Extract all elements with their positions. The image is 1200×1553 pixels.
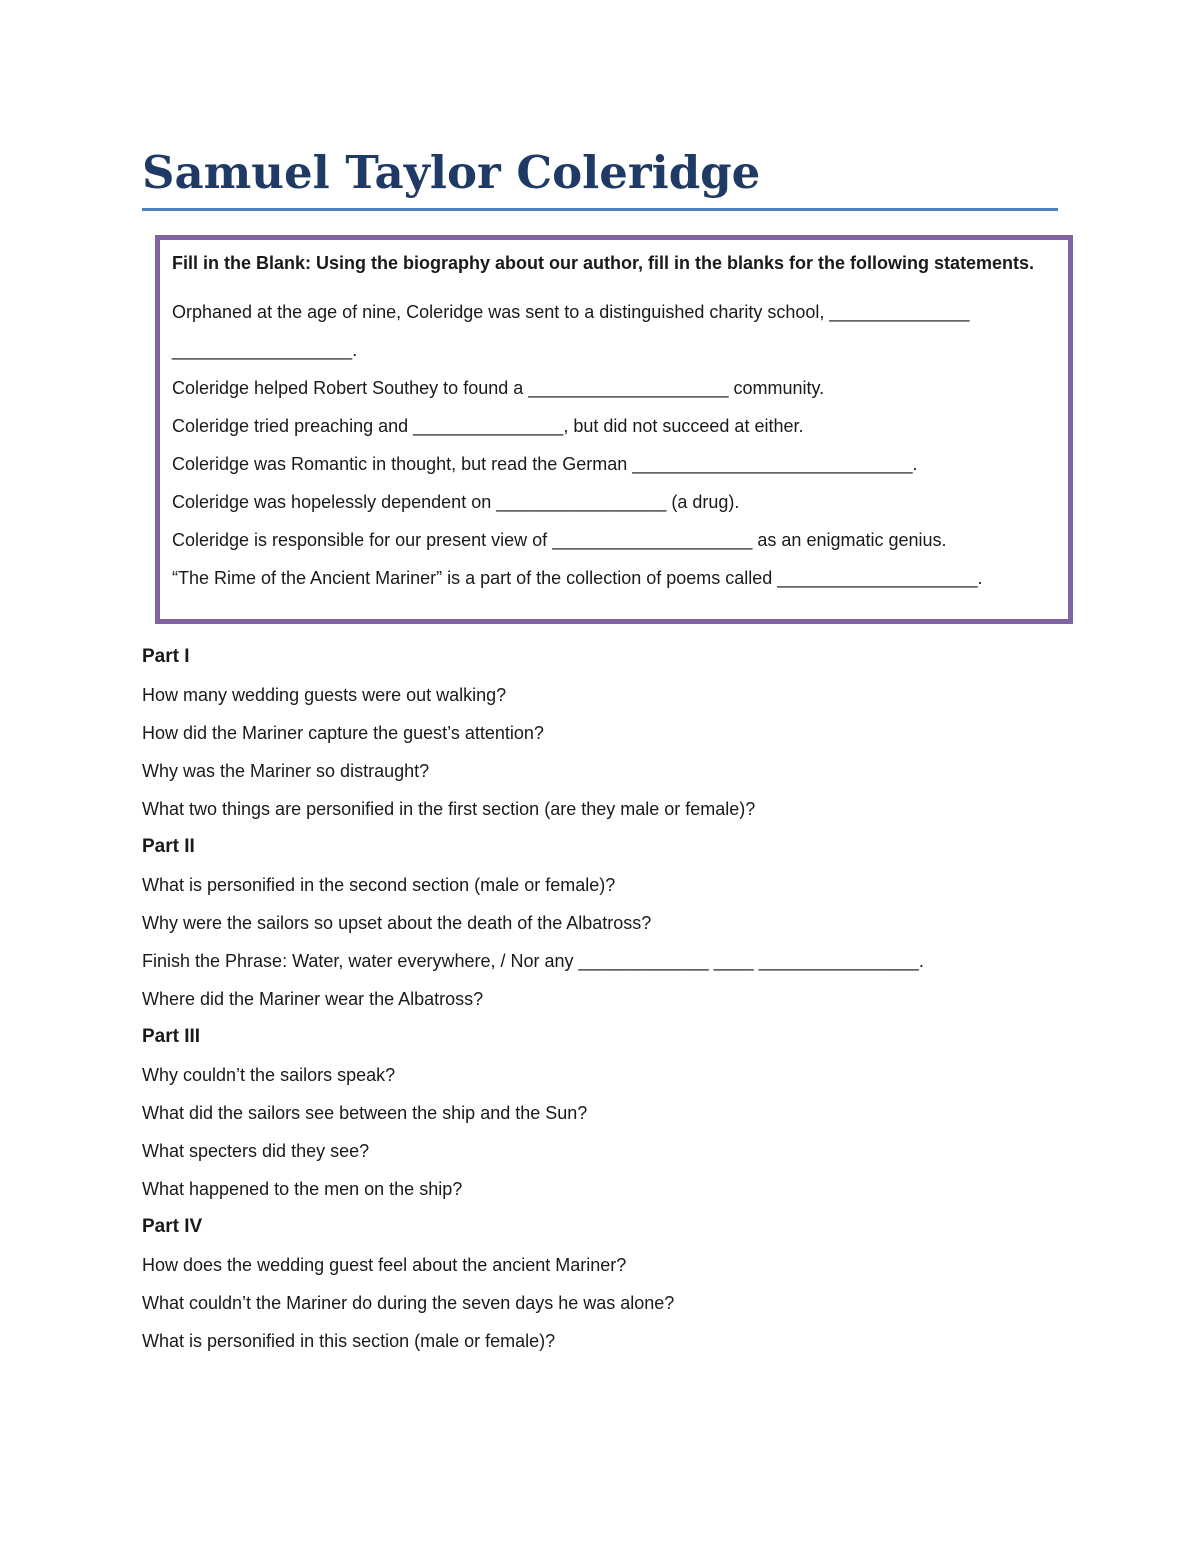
question-item: Where did the Mariner wear the Albatross? (142, 989, 484, 1009)
question-item: What couldn’t the Mariner do during the seven days he was alone? (142, 1293, 675, 1313)
question-item: Finish the Phrase: Water, water everywhere, / Nor any _____________ ____ ________________. (142, 951, 924, 971)
question-sections (142, 638, 1058, 1360)
question-item: What is personified in the second section (male or female)? (142, 875, 616, 895)
blank-statement: Coleridge is responsible for our present view of ____________________ as an enigmatic genius. (172, 530, 947, 550)
section-part-3 (142, 1018, 1058, 1208)
section-heading: Part II (142, 836, 195, 857)
section-part-2 (142, 828, 1058, 1018)
section-part-1 (142, 638, 1058, 828)
question-item: How did the Mariner capture the guest’s attention? (142, 723, 544, 743)
question-item: Why couldn’t the sailors speak? (142, 1065, 396, 1085)
section-part-4 (142, 1208, 1058, 1360)
question-item: What did the sailors see between the ship and the Sun? (142, 1103, 588, 1123)
fill-in-the-blank-box (155, 235, 1073, 624)
section-heading: Part III (142, 1026, 201, 1047)
question-item: Why were the sailors so upset about the death of the Albatross? (142, 913, 652, 933)
question-item: What happened to the men on the ship? (142, 1179, 463, 1199)
title-underline (142, 208, 1058, 211)
blank-statement: “The Rime of the Ancient Mariner” is a part of the collection of poems called ____________________. (172, 568, 983, 588)
box-instruction: Fill in the Blank: Using the biography about our author, fill in the blanks for the following statements. (172, 253, 1035, 273)
blank-statement: Coleridge helped Robert Southey to found a ____________________ community. (172, 378, 825, 398)
question-item: How many wedding guests were out walking? (142, 685, 507, 705)
section-heading: Part I (142, 646, 190, 667)
blank-statement: Coleridge tried preaching and _______________, but did not succeed at either. (172, 416, 804, 436)
question-item: Why was the Mariner so distraught? (142, 761, 430, 781)
question-item: What two things are personified in the first section (are they male or female)? (142, 799, 756, 819)
blank-statement: Orphaned at the age of nine, Coleridge was sent to a distinguished charity school, ______________ __________________. (172, 302, 970, 360)
question-item: How does the wedding guest feel about the ancient Mariner? (142, 1255, 627, 1275)
question-item: What is personified in this section (male or female)? (142, 1331, 556, 1351)
blank-statement: Coleridge was Romantic in thought, but read the German ____________________________. (172, 454, 918, 474)
section-heading: Part IV (142, 1216, 203, 1237)
blank-statement: Coleridge was hopelessly dependent on _________________ (a drug). (172, 492, 740, 512)
worksheet-page (142, 140, 1058, 1360)
question-item: What specters did they see? (142, 1141, 370, 1161)
page-title: Samuel Taylor Coleridge (142, 146, 761, 199)
